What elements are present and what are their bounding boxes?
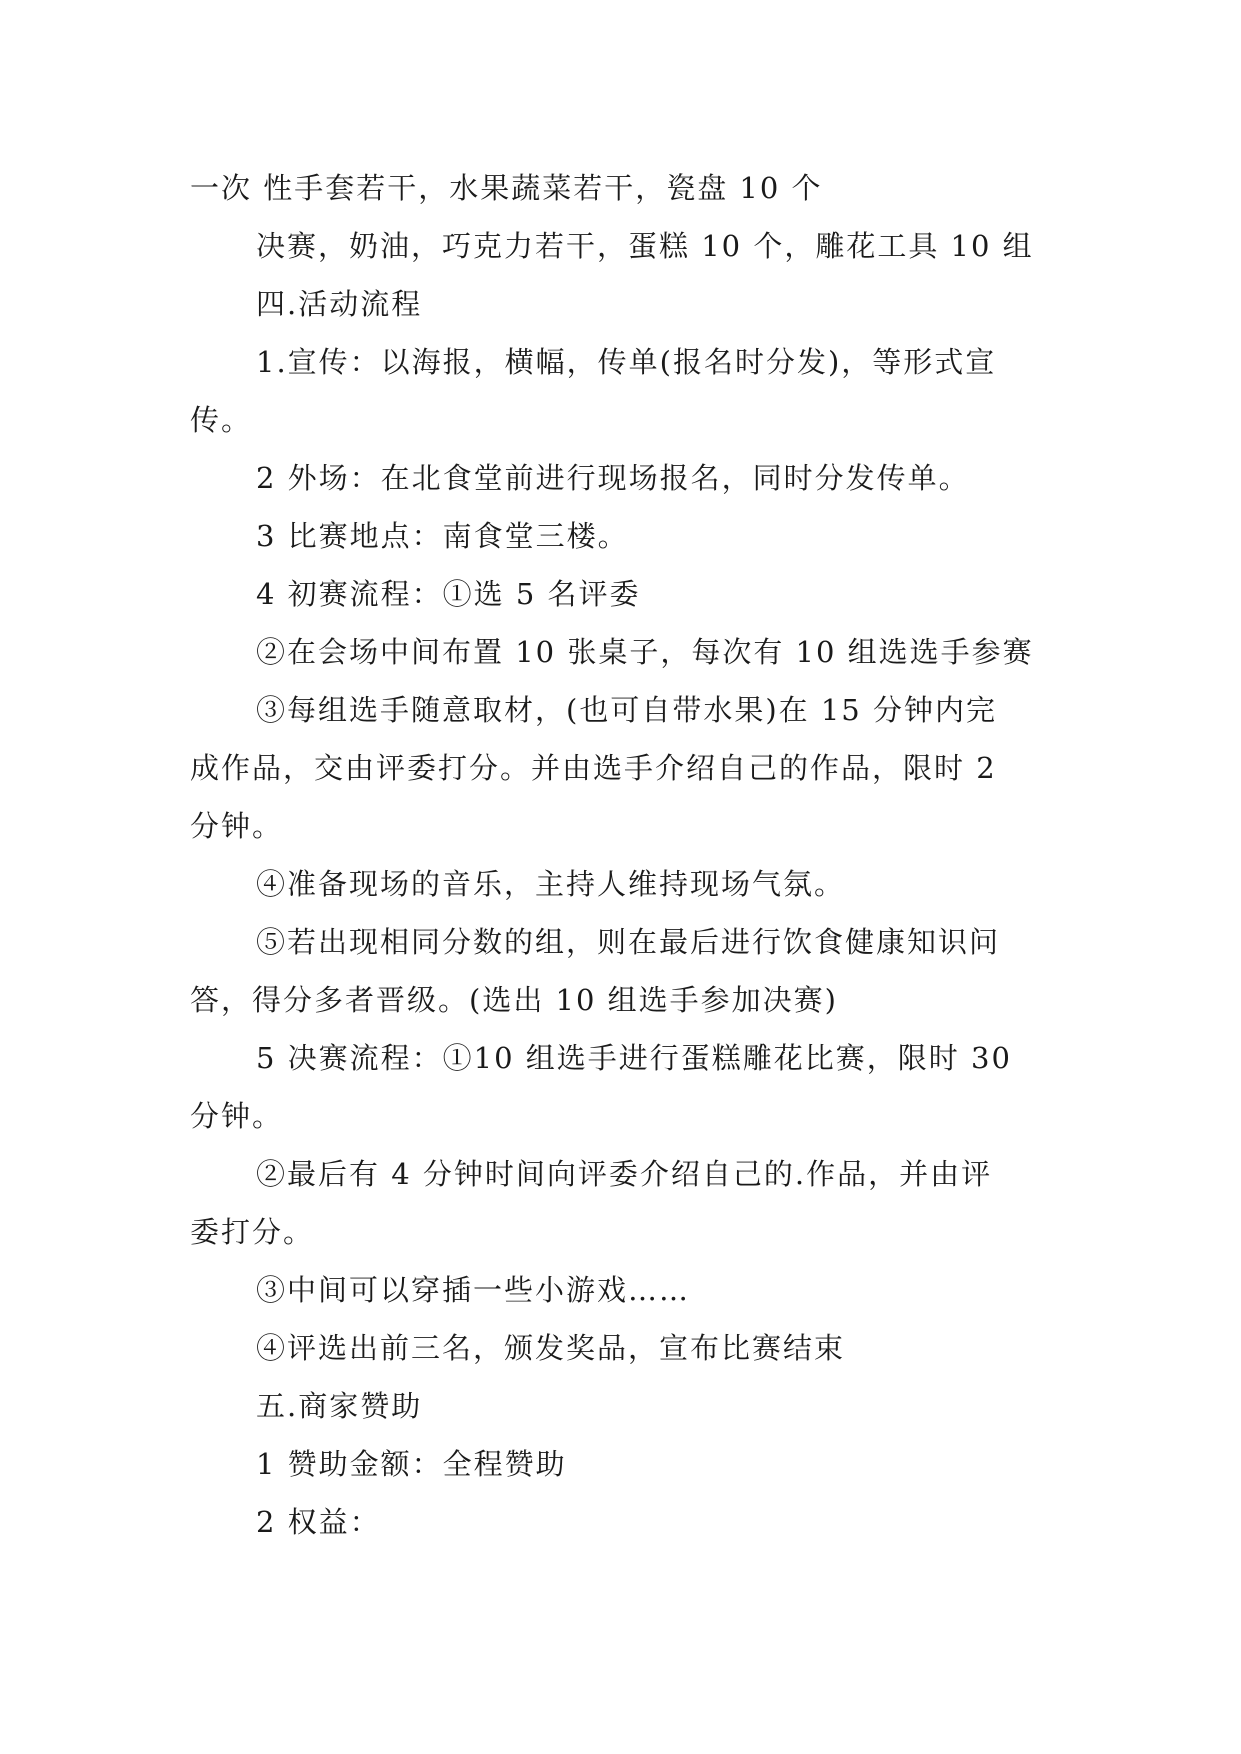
text-line: ③中间可以穿插一些小游戏…… bbox=[256, 1273, 691, 1307]
text-line: 成作品，交由评委打分。并由选手介绍自己的作品，限时 2 bbox=[190, 751, 997, 785]
section-heading: 四.活动流程 bbox=[256, 287, 423, 321]
text-line: 3 比赛地点：南食堂三楼。 bbox=[256, 519, 629, 553]
text-line: 委打分。 bbox=[190, 1215, 315, 1249]
text-line: 一次 性手套若干，水果蔬菜若干，瓷盘 10 个 bbox=[190, 171, 823, 205]
text-line: 分钟。 bbox=[190, 1099, 284, 1133]
text-line: ④评选出前三名，颁发奖品，宣布比赛结束 bbox=[256, 1331, 846, 1365]
text-line: 传。 bbox=[190, 403, 253, 437]
text-line: ②最后有 4 分钟时间向评委介绍自己的.作品，并由评 bbox=[256, 1157, 993, 1191]
section-heading: 五.商家赞助 bbox=[256, 1389, 423, 1423]
text-line: 5 决赛流程：①10 组选手进行蛋糕雕花比赛，限时 30 bbox=[256, 1041, 1012, 1075]
text-line: ②在会场中间布置 10 张桌子，每次有 10 组选选手参赛 bbox=[256, 635, 1034, 669]
text-line: 1 赞助金额：全程赞助 bbox=[256, 1447, 567, 1481]
text-line: 分钟。 bbox=[190, 809, 284, 843]
text-line: ③每组选手随意取材，(也可自带水果)在 15 分钟内完 bbox=[256, 693, 997, 727]
text-line: ⑤若出现相同分数的组，则在最后进行饮食健康知识问 bbox=[256, 925, 1001, 959]
text-line: 2 外场：在北食堂前进行现场报名，同时分发传单。 bbox=[256, 461, 970, 495]
text-line: 2 权益： bbox=[256, 1505, 381, 1539]
text-line: 答，得分多者晋级。(选出 10 组选手参加决赛) bbox=[190, 983, 838, 1017]
text-line: 1.宣传：以海报，横幅，传单(报名时分发)，等形式宣 bbox=[256, 345, 997, 379]
text-line: 4 初赛流程：①选 5 名评委 bbox=[256, 577, 641, 611]
text-line: ④准备现场的音乐，主持人维持现场气氛。 bbox=[256, 867, 846, 901]
text-line: 决赛，奶油，巧克力若干，蛋糕 10 个，雕花工具 10 组 bbox=[256, 229, 1034, 263]
